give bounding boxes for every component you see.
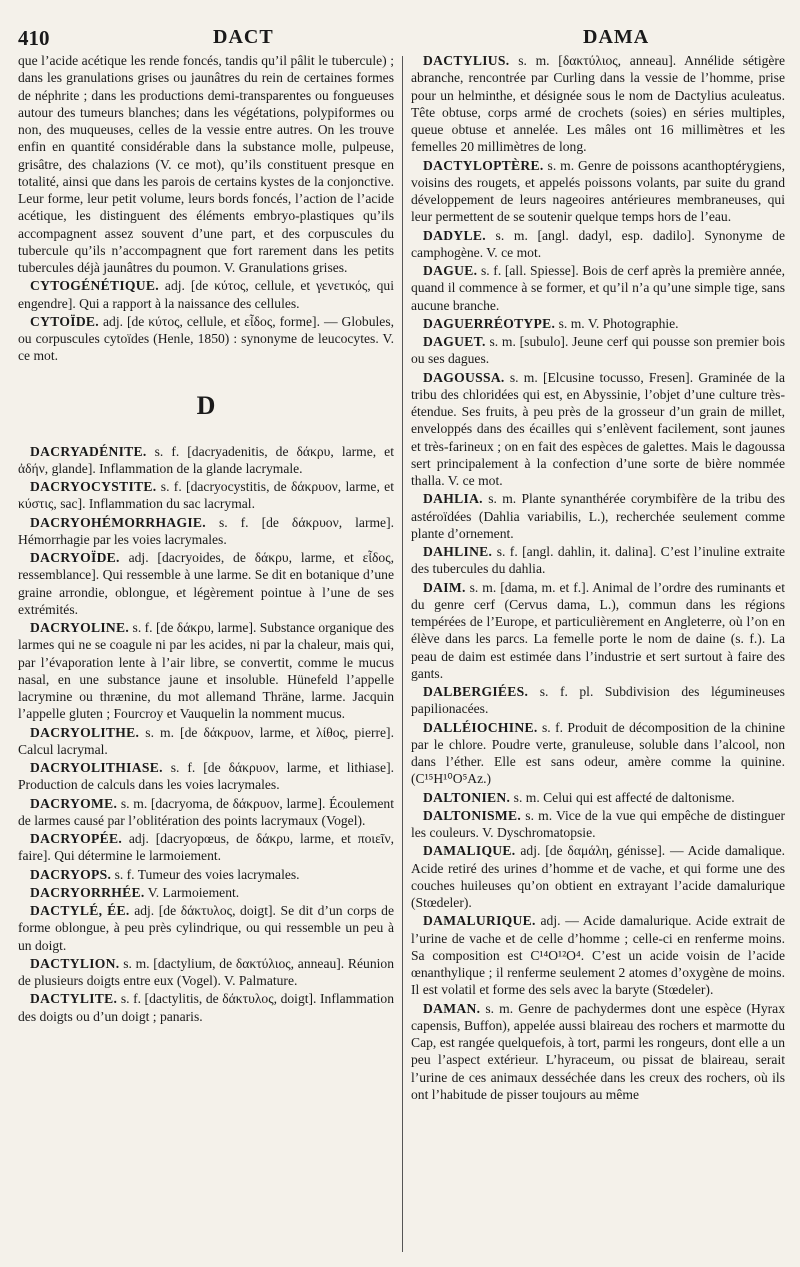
dictionary-entry bbox=[18, 795, 394, 830]
entry-definition: adj. [dacryopœus, de δάκρυ, larme, et ποιεῖν, faire]. Qui détermine le larmoiement. bbox=[18, 831, 394, 864]
dictionary-entry bbox=[411, 157, 785, 226]
entry-definition: s. f. [de δάκρυ, larme]. Substance organique des larmes qui ne se coagule ni par les acides, ni par la chaleur, mais qui, par l’évaporation lente à l’air libre, se convertit, comme le mucus nasal, en une substance jaune et insoluble. Hünefeld l’appelle lacrymine ou thrænine, du mot allemand Thräne, larme. Jacquin l’appelle gluten ; Fourcroy et Vauquelin la nomment mucus. bbox=[18, 620, 394, 722]
entry-headword: DAGUERRÉOTYPE. bbox=[423, 315, 556, 331]
dictionary-entry bbox=[18, 549, 394, 618]
dictionary-entry bbox=[18, 902, 394, 954]
dictionary-entry bbox=[18, 830, 394, 865]
dictionary-entry bbox=[18, 277, 394, 312]
entry-definition: s. f. [all. Spiesse]. Bois de cerf après la première année, quand il commence à se former, et qu’il n’a qu’une simple tige, sans aucune branche. bbox=[411, 263, 785, 313]
entry-headword: DACRYOPÉE. bbox=[30, 831, 123, 846]
dictionary-entry bbox=[18, 443, 394, 478]
dictionary-entry bbox=[411, 369, 785, 490]
entry-definition: s. m. [de δάκρυον, larme, et λίθος, pierre]. Calcul lacrymal. bbox=[18, 724, 394, 757]
entry-definition: s. m. Genre de poissons acanthoptérygiens, voisins des rougets, et appelés poissons volants, par suite du grand développement de leurs nageoires antérieures membraneuses, qui leur permettent de se soutenir quelque temps hors de l’eau. bbox=[411, 157, 785, 225]
entry-definition: s. f. [dactylitis, de δάκτυλος, doigt]. Inflammation des doigts ou d’un doigt ; panaris. bbox=[18, 991, 394, 1024]
dictionary-entry bbox=[411, 52, 785, 156]
entry-definition: s. m. [subulo]. Jeune cerf qui pousse son premier bois ou ses dagues. bbox=[411, 334, 785, 367]
entry-definition: s. m. [δακτύλιος, anneau]. Annélide sétigère abranche, rencontrée par Curling dans la vessie de l’homme, prise pour un helminthe, et désignée sous le nom de Dactylius aculeatus. Tête obtuse, corps armé de crochets (soies) en séries multiples, queue obtuse et annelée. Les mâles ont 16 millimètres et les femelles 20 millimètres de long. bbox=[411, 53, 785, 155]
dictionary-entry bbox=[18, 724, 394, 759]
dictionary-entry bbox=[411, 1000, 785, 1104]
dictionary-entry bbox=[18, 884, 394, 901]
entry-definition: adj. [de δαμάλη, génisse]. — Acide damalique. Acide retiré des urines d’homme et de vache, et qui forme une des couches huileuses qu’on obtient en extrayant l’acide damalurique (Stœdeler). bbox=[411, 843, 785, 910]
dictionary-entry bbox=[18, 478, 394, 513]
entry-headword: DACTYLION. bbox=[30, 955, 120, 971]
entry-headword: DACRYOLITHIASE. bbox=[30, 760, 163, 775]
entry-headword: DALTONIEN. bbox=[423, 789, 511, 805]
entry-headword: DACRYOPS. bbox=[30, 866, 112, 882]
entry-definition: s. m. Vice de la vue qui empêche de distinguer les couleurs. V. Dyschromatopsie. bbox=[411, 807, 786, 840]
right-column bbox=[411, 52, 785, 1104]
entry-definition: s. m. Plante synanthérée corymbifère de la tribu des astéroïdées (Dahlia variabilis, L.), recherchée seulement comme plante d’ornement. bbox=[411, 491, 785, 541]
dictionary-entry bbox=[411, 543, 785, 578]
entry-definition: s. f. [angl. dahlin, it. dalina]. C’est l’inuline extraite des tubercules du dahlia. bbox=[411, 544, 786, 577]
dictionary-entry bbox=[411, 579, 785, 683]
entry-headword: DACRYADÉNITE. bbox=[30, 443, 147, 459]
entry-headword: DACRYOÏDE. bbox=[30, 550, 120, 565]
left-running-head: DACT bbox=[213, 26, 274, 48]
dictionary-entry bbox=[411, 227, 785, 262]
entry-headword: DACRYOCYSTITE. bbox=[30, 479, 157, 494]
dictionary-entry bbox=[411, 912, 785, 998]
entry-definition: s. m. [dacryoma, de δάκρυον, larme]. Écoulement de larmes causé par l’oblitération des points lacrymaux (Vogel). bbox=[18, 795, 394, 828]
column-divider bbox=[402, 56, 403, 1252]
entry-headword: DAHLIA. bbox=[423, 491, 483, 507]
entry-headword: DALBERGIÉES. bbox=[423, 684, 529, 699]
entry-headword: DACTYLITE. bbox=[30, 991, 118, 1007]
entry-headword: DACRYOME. bbox=[30, 795, 118, 811]
entry-definition: s. m. [dactylium, de δακτύλιος, anneau]. Réunion de plusieurs doigts entre eux (Vogel). V. Palmature. bbox=[18, 955, 394, 988]
entry-definition: s. m. [dama, m. et f.]. Animal de l’ordre des ruminants et du genre cerf (Cervus dama, L.), commun dans les régions tempérées de l’Europe, et particulièrement en Angleterre, où l’on en élève dans les parcs. La femelle porte le nom de daine (s. f.). La peau de daim est estimée dans l’industrie et sert surtout à faire des gants. bbox=[411, 579, 785, 681]
entry-definition: adj. [de κύτος, cellule, et γενετικός, qui engendre]. Qui a rapport à la naissance des cellules. bbox=[18, 278, 394, 311]
dictionary-entry bbox=[411, 262, 785, 314]
entry-headword: CYTOGÉNÉTIQUE. bbox=[30, 278, 159, 294]
entry-headword: DACTYLÉ, ÉE. bbox=[30, 903, 130, 918]
entry-definition: s. f. Tumeur des voies lacrymales. bbox=[114, 866, 300, 882]
entry-headword: CYTOÏDE. bbox=[30, 313, 100, 329]
entry-definition: adj. [de δάκτυλος, doigt]. Se dit d’un corps de forme oblongue, à peu près cylindrique, ou qui ressemble un peu à un doigt. bbox=[18, 903, 394, 953]
entry-definition: s. f. [de δάκρυον, larme, et lithiase]. Production de calculs dans les voies lacrymales. bbox=[18, 760, 394, 793]
dictionary-entry bbox=[411, 315, 785, 332]
entry-headword: DACTYLOPTÈRE. bbox=[423, 157, 544, 173]
dictionary-entry bbox=[18, 990, 394, 1025]
dictionary-entry bbox=[411, 490, 785, 542]
entry-headword: DAHLINE. bbox=[423, 544, 493, 559]
entry-headword: DAIM. bbox=[423, 579, 466, 595]
running-header bbox=[18, 26, 782, 52]
entry-definition: s. m. Genre de pachydermes dont une espèce (Hyrax capensis, Buffon), appelée aussi blaireau des rochers et marmotte du Cap, est rangée quelquefois, à tort, parmi les rongeurs, dont elle a un peu l’aspect extérieur. L’hyraceum, ou pissat de blaireau, serait l’urine de ces animaux desséchée dans les creux des rochers, où ils ont l’habitude de pisser toujours au même bbox=[411, 1000, 785, 1102]
entry-headword: DAMAN. bbox=[423, 1000, 481, 1016]
entry-headword: DACRYOHÉMORRHAGIE. bbox=[30, 514, 206, 530]
entry-definition: s. f. [dacryocystitis, de δάκρυον, larme, et κύστις, sac]. Inflammation du sac lacrymal. bbox=[18, 479, 394, 512]
entry-definition: s. f. pl. Subdivision des légumineuses papilionacées. bbox=[411, 684, 785, 717]
entry-definition: s. m. Celui qui est affecté de daltonisme. bbox=[513, 789, 735, 805]
entry-headword: DAGUE. bbox=[423, 263, 478, 278]
dictionary-entry bbox=[411, 842, 785, 911]
dictionary-entry bbox=[411, 719, 785, 788]
entry-definition: s. m. V. Photographie. bbox=[558, 315, 679, 331]
entry-definition: adj. [dacryoides, de δάκρυ, larme, et εἶδος, ressemblance]. Qui ressemble à une larme. Se dit en botanique d’une graine arrondie, oblongue, et légèrement pointue à l’une de ses extrémités. bbox=[18, 550, 394, 617]
page-number: 410 bbox=[18, 26, 50, 50]
dictionary-entry bbox=[411, 683, 785, 718]
entry-headword: DACTYLIUS. bbox=[423, 53, 510, 68]
entry-headword: DACRYORRHÉE. bbox=[30, 884, 145, 900]
entry-definition: s. m. [angl. dadyl, esp. dadilo]. Synonyme de camphogène. V. ce mot. bbox=[411, 227, 785, 260]
entry-headword: DAMALIQUE. bbox=[423, 843, 516, 859]
entry-definition: s. f. Produit de décomposition de la chinine par le chlore. Poudre verte, granuleuse, soluble dans l’alcool, non dans l’éther. Elle est sans odeur, amère comme la quinine. (C¹⁵H¹⁰O⁵Az.) bbox=[411, 719, 785, 787]
entry-headword: DADYLE. bbox=[423, 227, 486, 243]
left-column bbox=[18, 52, 394, 1026]
dictionary-entry bbox=[18, 955, 394, 990]
dictionary-entry bbox=[18, 313, 394, 365]
entry-headword: DAGOUSSA. bbox=[423, 369, 505, 385]
right-running-head: DAMA bbox=[583, 26, 650, 48]
entry-headword: DAMALURIQUE. bbox=[423, 913, 536, 929]
entry-headword: DAGUET. bbox=[423, 334, 486, 349]
dictionary-entry bbox=[411, 807, 785, 842]
entry-definition: s. m. [Elcusine tocusso, Fresen]. Graminée de la tribu des chloridées qui est, en Abyssinie, l’objet d’une culture très-étendue. Ses fruits, à peu près de la grosseur d’un grain de millet, enveloppés dans des écailles qui s’enlèvent facilement, sont jaunes et très-farineux ; on en fait des espèces de galettes. Mais le dagoussa sert principalement à la confection d’une sorte de bière nommée thalla. V. ce mot. bbox=[411, 369, 785, 488]
dictionary-entry bbox=[18, 52, 394, 276]
entry-definition: que l’acide acétique les rende foncés, tandis qu’il pâlit le tubercule) ; dans les granulations grises ou jaunâtres du rein de certaines formes de néphrite ; dans les productions demi-transparentes ou fongueuses autour des tumeurs blanches; dans les végétations, polypiformes ou non, des muqueuses, celles de la vessie entre autres. On les trouve enfin en quantité considérable dans la substance molle, pulpeuse, grisâtre, des chalazions (V. ce mot), qu’ils constituent presque en totalité, ainsi que dans les parois de certains kystes de la conjonctive. Leur forme, leur petit volume, leurs bords foncés, l’action de l’acide acétique, les distinguent des éléments embryo-plastiques qu’ils accompagnent assez souvent d’une part, et des corpuscules du tubercule qu’ils n’accompagnent que fort rarement dans les petits tubercules déjà jaunâtres du poumon. V. Granulations grises. bbox=[18, 53, 394, 275]
entry-headword: DALTONISME. bbox=[423, 807, 522, 823]
entry-definition: s. f. [dacryadenitis, de δάκρυ, larme, et ἀδήν, glande]. Inflammation de la glande lacrymale. bbox=[18, 443, 394, 476]
dictionary-entry bbox=[18, 866, 394, 883]
section-letter: D bbox=[196, 390, 216, 420]
dictionary-entry bbox=[18, 514, 394, 549]
entry-definition: adj. — Acide damalurique. Acide extrait de l’urine de vache et de celle d’homme ; celle-ci en renferme moins. Sa composition est C¹⁴O¹²O⁴. C’est un acide voisin de l’acide œnanthylique ; il renferme seulement 2 atomes d’oxygène de moins. Il est volatil et forme des sels avec la baryte (Stœdeler). bbox=[411, 913, 785, 998]
dictionary-entry bbox=[18, 759, 394, 794]
entry-headword: DALLÉIOCHINE. bbox=[423, 719, 538, 735]
entry-definition: adj. [de κύτος, cellule, et εἶδος, forme]. — Globules, ou corpuscules cytoïdes (Henle, 1850) : synonyme de leucocytes. V. ce mot. bbox=[18, 313, 395, 364]
entry-headword: DACRYOLINE. bbox=[30, 620, 130, 635]
dictionary-entry bbox=[411, 333, 785, 368]
entry-headword: DACRYOLITHE. bbox=[30, 724, 140, 740]
dictionary-entry bbox=[18, 619, 394, 723]
dictionary-entry bbox=[411, 789, 785, 806]
entry-definition: s. f. [de δάκρυον, larme]. Hémorrhagie par les voies lacrymales. bbox=[18, 514, 395, 547]
entry-definition: V. Larmoiement. bbox=[147, 884, 240, 900]
